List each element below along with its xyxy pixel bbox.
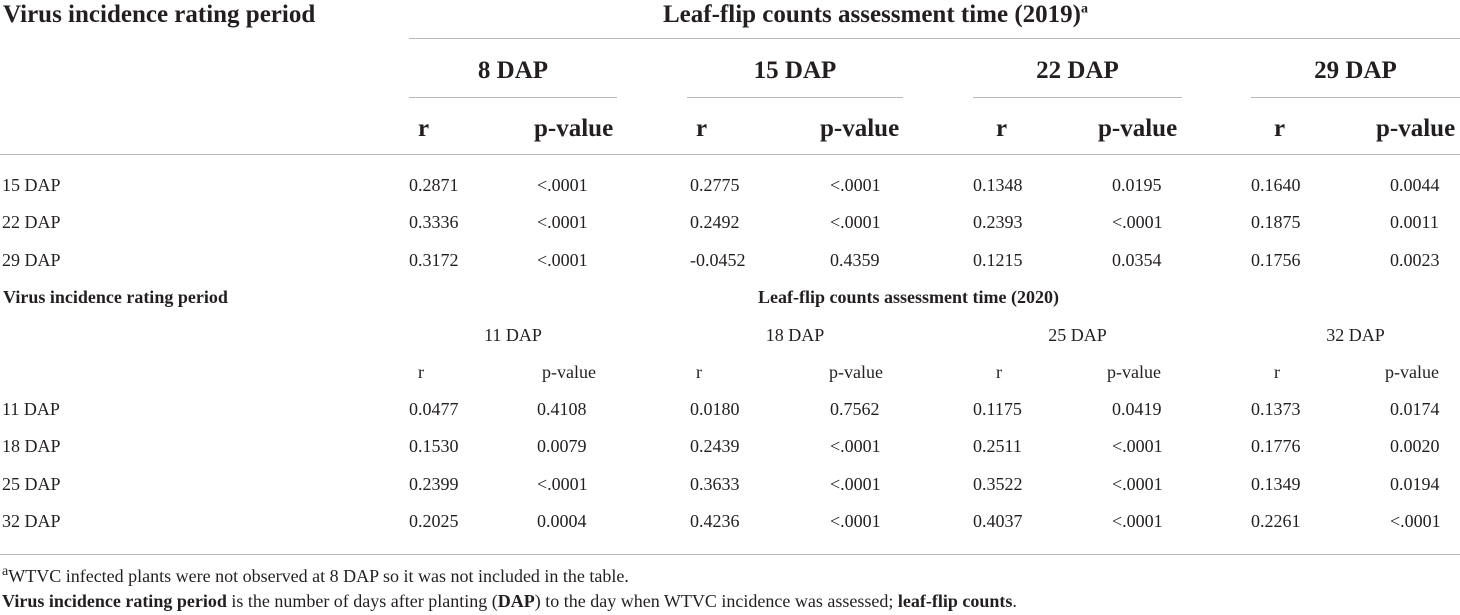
cell-p: <.0001 [537,250,588,270]
r-header: r [996,115,1008,142]
cell-r: 0.2492 [690,212,740,232]
cell-p: 0.4359 [830,250,880,270]
cell-p: <.0001 [830,436,881,456]
cell-r: 0.1530 [409,436,459,456]
cell-r: 0.1875 [1251,212,1301,232]
cell-p: <.0001 [537,212,588,232]
row-period: 11 DAP [2,399,60,419]
row-period: 25 DAP [2,474,61,494]
cell-p: <.0001 [830,511,881,531]
p-header: p-value [1098,115,1178,142]
cell-p: 0.0419 [1112,399,1162,419]
row-period: 15 DAP [2,175,61,195]
definition-term: Virus incidence rating period [2,591,227,611]
cell-r: 0.1640 [1251,175,1301,195]
row-period: 18 DAP [2,436,61,456]
time-header-32dap: 32 DAP [1326,325,1385,345]
cell-p: <.0001 [1112,436,1163,456]
cell-r: 0.2261 [1251,511,1301,531]
cell-r: 0.2393 [973,212,1023,232]
cell-p: <.0001 [1390,511,1441,531]
time-rule-29dap [1251,97,1460,98]
cell-r: 0.1756 [1251,250,1301,270]
cell-p: 0.0174 [1390,399,1440,419]
r-header: r [696,115,708,142]
cell-r: 0.3172 [409,250,459,270]
definition-text-2: ) to the day when WTVC incidence was assessed; [534,591,898,611]
p-header: p-value [1107,362,1161,382]
table-bottom-rule [0,554,1460,555]
cell-r: 0.2399 [409,474,459,494]
p-header: p-value [829,362,883,382]
cell-r: 0.1175 [973,399,1022,419]
cell-p: <.0001 [537,175,588,195]
footnote-a [2,566,629,587]
footnote-marker-a: a [1081,1,1089,17]
cell-p: 0.0194 [1390,474,1440,494]
cell-r: 0.1349 [1251,474,1301,494]
cell-p: <.0001 [830,175,881,195]
cell-p: <.0001 [1112,212,1163,232]
cell-r: 0.1348 [973,175,1023,195]
r-header: r [418,362,424,382]
row-header-2019: Virus incidence rating period [3,1,316,28]
row-period: 29 DAP [2,250,61,270]
r-header: r [418,115,430,142]
p-header: p-value [542,362,596,382]
p-header: p-value [534,115,614,142]
cell-r: 0.0477 [409,399,459,419]
time-rule-15dap [687,97,903,98]
cell-r: 0.2025 [409,511,459,531]
header-rule [0,154,1460,155]
cell-p: 0.4108 [537,399,587,419]
footnote-a-text: WTVC infected plants were not observed at 8 DAP so it was not included in the table. [8,566,629,586]
cell-p: <.0001 [1112,511,1163,531]
cell-r: 0.1215 [973,250,1023,270]
definition-text-3: . [1012,591,1017,611]
definition-term-2: leaf-flip counts [897,591,1013,611]
title-rule-2019 [409,38,1460,39]
footnote-a-marker: a [2,564,9,579]
p-header: p-value [820,115,900,142]
cell-r: 0.0180 [690,399,740,419]
cell-p: <.0001 [830,212,881,232]
cell-r: 0.4037 [973,511,1023,531]
cell-r: 0.4236 [690,511,740,531]
cell-p: 0.0023 [1390,250,1440,270]
section-title-2020: Leaf-flip counts assessment time (2020) [758,287,1059,307]
cell-r: 0.2871 [409,175,459,195]
cell-p: 0.0004 [537,511,587,531]
time-header-22dap: 22 DAP [1036,57,1119,84]
cell-p: 0.0044 [1390,175,1440,195]
time-header-11dap: 11 DAP [484,325,542,345]
time-rule-22dap [973,97,1182,98]
cell-r: 0.3522 [973,474,1023,494]
r-header: r [996,362,1002,382]
time-header-15dap: 15 DAP [753,57,837,84]
time-header-8dap: 8 DAP [477,57,549,84]
definition-dap: DAP [497,591,535,611]
cell-p: 0.0079 [537,436,587,456]
footnote-definition [2,591,1017,612]
cell-r: 0.1373 [1251,399,1301,419]
row-period: 22 DAP [2,212,61,232]
cell-r: 0.3336 [409,212,459,232]
cell-r: 0.3633 [690,474,740,494]
time-header-25dap: 25 DAP [1048,325,1107,345]
cell-r: -0.0452 [690,250,746,270]
row-period: 32 DAP [2,511,61,531]
row-header-2020: Virus incidence rating period [3,287,228,307]
r-header: r [1274,115,1286,142]
section-title-2019 [663,1,1088,29]
cell-p: 0.7562 [830,399,880,419]
cell-p: 0.0020 [1390,436,1440,456]
cell-r: 0.2439 [690,436,740,456]
section-title-2019-text: Leaf-flip counts assessment time (2019) [663,1,1082,28]
r-header: r [1274,362,1280,382]
cell-r: 0.2775 [690,175,740,195]
time-rule-8dap [409,97,617,98]
cell-p: <.0001 [1112,474,1163,494]
p-header: p-value [1376,115,1456,142]
definition-text-1: is the number of days after planting ( [226,591,498,611]
cell-p: 0.0195 [1112,175,1162,195]
cell-p: <.0001 [830,474,881,494]
p-header: p-value [1385,362,1439,382]
cell-r: 0.1776 [1251,436,1301,456]
cell-p: 0.0011 [1390,212,1439,232]
time-header-18dap: 18 DAP [765,325,825,345]
cell-p: 0.0354 [1112,250,1162,270]
cell-r: 0.2511 [973,436,1022,456]
cell-p: <.0001 [537,474,588,494]
time-header-29dap: 29 DAP [1314,57,1397,84]
r-header: r [696,362,702,382]
